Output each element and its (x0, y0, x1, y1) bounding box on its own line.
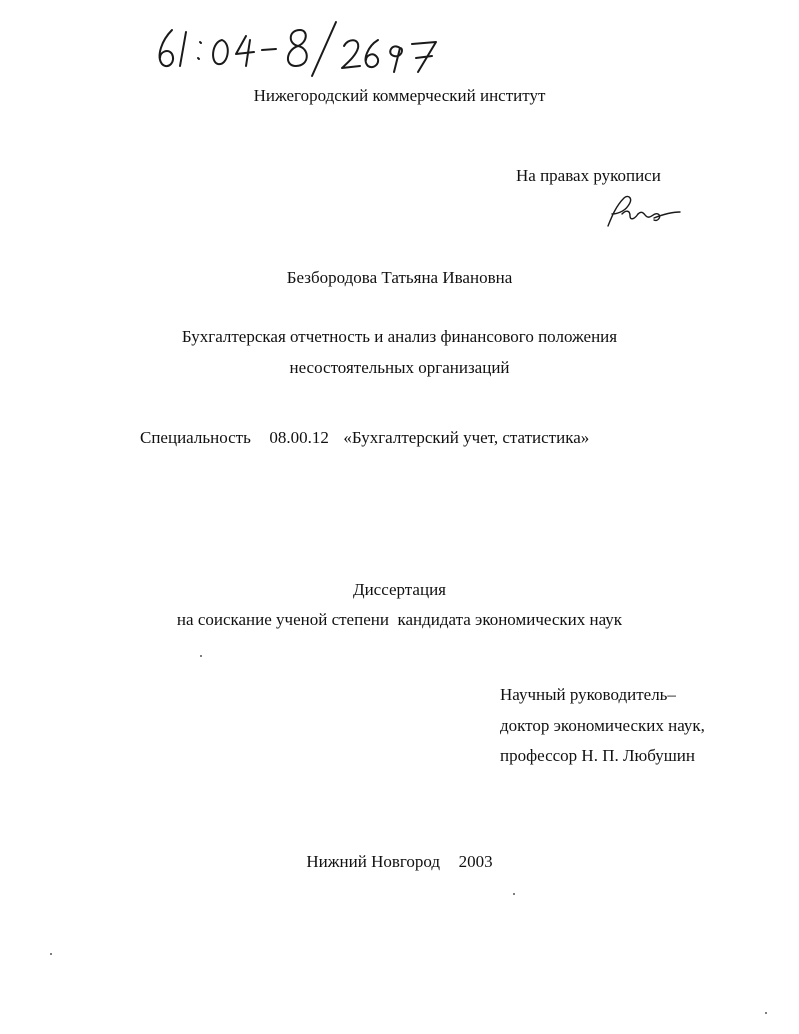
thesis-title-line-2: несостоятельных организаций (289, 358, 510, 377)
handwritten-signature (598, 192, 683, 232)
scan-speck (513, 893, 515, 895)
author-name: Безбородова Татьяна Ивановна (286, 268, 513, 287)
specialty-label: Специальность (140, 428, 251, 447)
year: 2003 (458, 852, 493, 871)
supervisor-name: профессор Н. П. Любушин (500, 746, 695, 765)
document-type: Диссертация (352, 580, 446, 599)
city: Нижний Новгород (306, 852, 441, 871)
degree-purpose: на соискание ученой степени кандидата экономических наук (176, 610, 623, 629)
handwritten-archive-code (150, 18, 450, 78)
thesis-title-line-1: Бухгалтерская отчетность и анализ финансового положения (181, 327, 618, 346)
specialty-code: 08.00.12 (269, 428, 329, 447)
specialty-name: «Бухгалтерский учет, статистика» (343, 428, 590, 447)
scan-speck (765, 1012, 767, 1014)
place-and-year (0, 852, 799, 872)
specialty-line (140, 428, 589, 448)
scan-speck (200, 655, 202, 657)
manuscript-rights: На правах рукописи (516, 166, 661, 185)
scan-speck (50, 953, 52, 955)
supervisor-role: Научный руководитель– (500, 685, 676, 704)
supervisor-degree: доктор экономических наук, (500, 716, 705, 735)
institution-name: Нижегородский коммерческий институт (253, 86, 546, 105)
